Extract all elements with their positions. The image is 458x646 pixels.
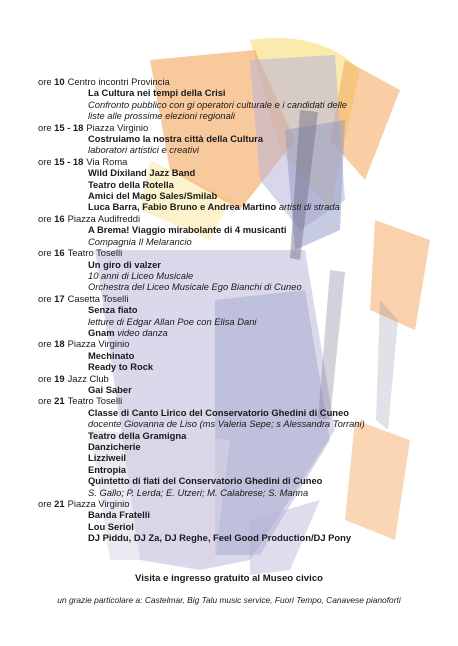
event-venue: Centro incontri Provincia: [67, 76, 170, 87]
event-line: [38, 87, 448, 98]
time-prefix: ore: [38, 121, 52, 133]
event-block: [38, 247, 448, 293]
performer-name: Ready to Rock: [88, 361, 154, 373]
event-block: [38, 338, 448, 372]
event-header: [38, 76, 448, 87]
event-description: Orchestra del Liceo Musicale Ego Bianchi di Cuneo: [88, 281, 302, 293]
event-line: [38, 133, 448, 144]
event-description: docente Giovanna de Liso (ms Valeria Sepe; s Alessandra Torrani): [88, 418, 365, 430]
event-venue: Piazza Virginio: [67, 498, 130, 510]
event-line: [38, 327, 448, 338]
performer-name: Mechinato: [88, 349, 135, 361]
event-time: 17: [54, 292, 65, 304]
performer-name: Danzicherie: [88, 441, 141, 452]
event-line: [38, 464, 448, 475]
event-header: [38, 395, 448, 406]
performer-name: Teatro della Rotella: [88, 178, 174, 190]
time-prefix: ore: [38, 292, 52, 304]
event-line: [38, 350, 448, 361]
performer-name: Lou Seriol: [88, 520, 134, 532]
event-description: video danza: [117, 326, 168, 338]
event-block: [38, 498, 448, 544]
performer-name: Costruiamo la nostra città della Cultura: [88, 133, 264, 145]
event-line: [38, 521, 448, 532]
time-prefix: ore: [38, 155, 52, 167]
event-venue: Teatro Toselli: [67, 247, 123, 259]
event-header: [38, 373, 448, 384]
time-prefix: ore: [38, 498, 52, 510]
performer-name: La Cultura nei tempi della Crisi: [88, 87, 226, 99]
event-line: [38, 452, 448, 463]
event-line: [38, 201, 448, 212]
event-line: [38, 384, 448, 395]
event-line: [38, 190, 448, 201]
footer-thanks: un grazie particolare a: Castelmar, Big Talu music service, Fuori Tempo, Canavese pianoforti: [57, 595, 401, 605]
event-time: 18: [54, 338, 65, 350]
time-prefix: ore: [38, 338, 52, 350]
event-venue: Via Roma: [86, 155, 128, 167]
event-venue: Piazza Virginio: [86, 121, 149, 133]
event-line: [38, 430, 448, 441]
performer-name: Un giro di valzer: [88, 258, 161, 270]
event-line: [38, 509, 448, 520]
time-prefix: ore: [38, 247, 52, 259]
event-block: [38, 373, 448, 396]
event-description: artisti di strada: [278, 201, 340, 213]
performer-name: DJ Piddu, DJ Za, DJ Reghe, Feel Good Production/DJ Pony: [88, 532, 352, 544]
event-time: 21: [54, 395, 65, 407]
event-description: 10 anni di Liceo Musicale: [88, 269, 194, 281]
performer-name: Senza fiato: [88, 304, 138, 316]
event-block: [38, 293, 448, 339]
event-header: [38, 498, 448, 509]
time-prefix: ore: [38, 76, 52, 87]
event-line: [38, 167, 448, 178]
performer-name: Lizziweil: [88, 452, 127, 464]
event-venue: Casetta Toselli: [67, 292, 129, 304]
event-line: [38, 475, 448, 486]
performer-name: Banda Fratelli: [88, 509, 150, 521]
performer-name: Gnam: [88, 326, 115, 338]
event-time: 19: [54, 372, 65, 384]
time-prefix: ore: [38, 372, 52, 384]
footer-museum-note: Visita e ingresso gratuito al Museo civico: [134, 573, 324, 584]
event-line: [38, 361, 448, 372]
event-header: [38, 156, 448, 167]
event-header: [38, 293, 448, 304]
event-venue: Jazz Club: [67, 372, 109, 384]
event-description: Confronto pubblico con gi operatori culturale e i candidati delle: [88, 98, 348, 110]
event-time: 16: [54, 247, 65, 259]
performer-name: Gai Saber: [88, 383, 132, 395]
performer-name: Wild Dixiland Jazz Band: [88, 167, 196, 179]
performer-name: Classe di Canto Lirico del Conservatorio Ghedini di Cuneo: [88, 406, 349, 418]
event-description: liste alle prossime elezioni regionali: [88, 110, 235, 122]
event-description: letture di Edgar Allan Poe con Elisa Dani: [88, 315, 257, 327]
event-time: 21: [54, 498, 65, 510]
event-header: [38, 247, 448, 258]
performer-name: Quintetto di fiati del Conservatorio Ghedini di Cuneo: [88, 475, 323, 487]
event-time: 15 - 18: [54, 155, 84, 167]
event-header: [38, 213, 448, 224]
event-description: laboratori artistici e creativi: [88, 144, 199, 156]
event-line: [38, 259, 448, 270]
event-header: [38, 338, 448, 349]
event-header: [38, 122, 448, 133]
event-line: [38, 532, 448, 543]
performer-name: Entropia: [88, 463, 127, 475]
event-line: [38, 224, 448, 235]
event-block: [38, 395, 448, 498]
event-block: [38, 156, 448, 213]
event-description: Compagnia Il Melarancio: [88, 235, 192, 247]
event-block: [38, 76, 448, 122]
event-block: [38, 122, 448, 156]
event-description: S. Gallo; P. Lerda; E. Utzeri; M. Calabrese; S. Manna: [88, 486, 309, 498]
event-line: [38, 407, 448, 418]
event-line: [38, 441, 448, 452]
event-venue: Piazza Audifreddi: [67, 212, 141, 224]
performer-name: Teatro della Gramigna: [88, 429, 187, 441]
performer-name: Amici del Mago Sales/Smilab: [88, 190, 218, 202]
event-venue: Teatro Toselli: [67, 395, 123, 407]
event-program: [38, 76, 448, 544]
performer-name: Luca Barra, Fabio Bruno e Andrea Martino: [88, 201, 277, 213]
event-time: 15 - 18: [54, 121, 84, 133]
performer-name: A Brema! Viaggio mirabolante di 4 musicanti: [88, 224, 287, 236]
event-time: 10: [54, 76, 65, 87]
time-prefix: ore: [38, 395, 52, 407]
event-line: [38, 179, 448, 190]
event-time: 16: [54, 212, 65, 224]
event-line: [38, 304, 448, 315]
event-block: [38, 213, 448, 247]
event-venue: Piazza Virginio: [67, 338, 130, 350]
time-prefix: ore: [38, 212, 52, 224]
